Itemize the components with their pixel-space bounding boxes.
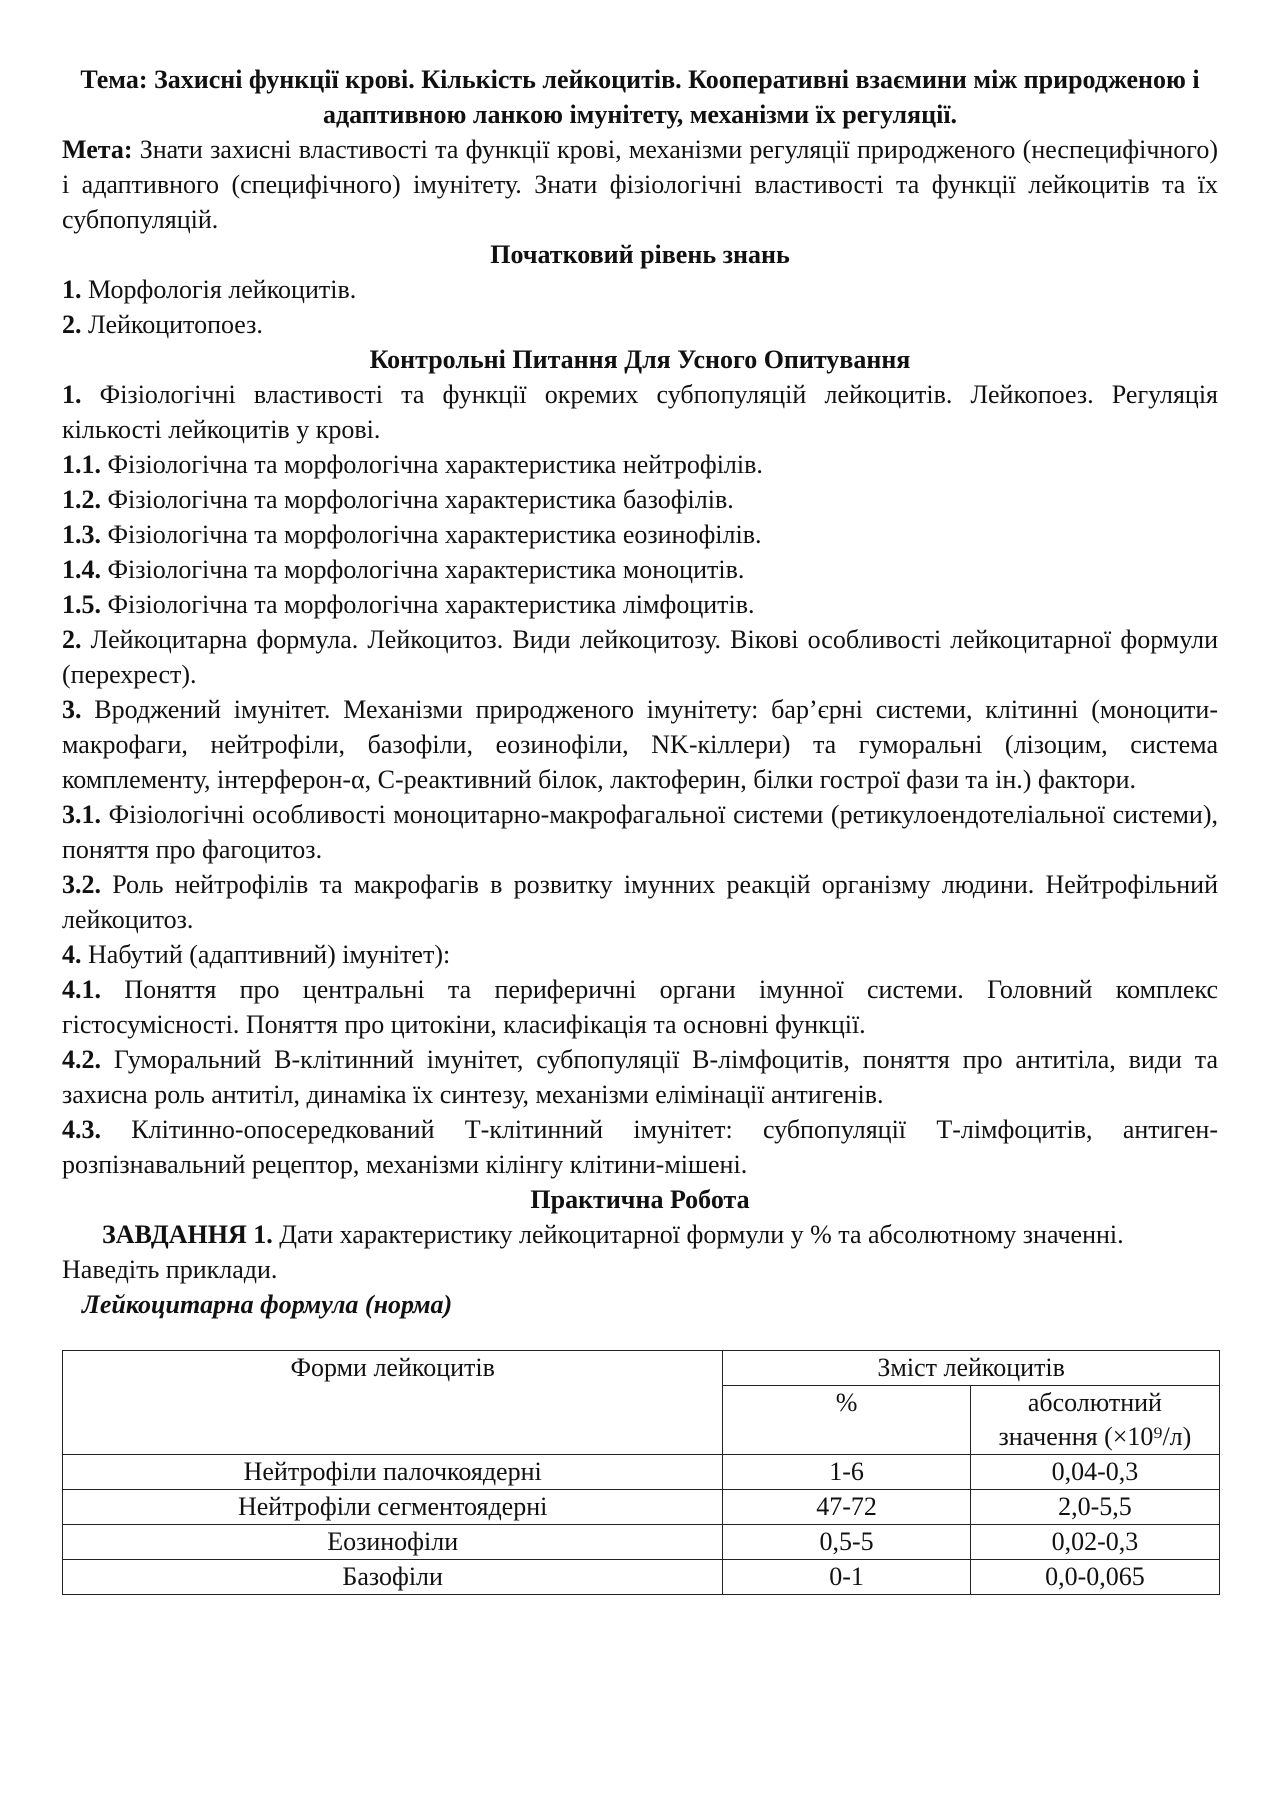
task-paragraph — [62, 1217, 1218, 1252]
question-item: 3.1. Фізіологічні особливості моноцитарно-макрофагальної системи (ретикулоендотеліальної системи), поняття про фагоцитоз. — [62, 800, 1218, 864]
goal-paragraph — [62, 132, 1218, 237]
question-item: 4. Набутий (адаптивний) імунітет): — [62, 940, 451, 969]
table-header-row — [63, 1351, 1220, 1386]
cell-form: Еозинофіли — [63, 1525, 723, 1560]
header-percent: % — [723, 1386, 970, 1455]
table-row — [63, 1560, 1220, 1595]
cell-percent: 0,5-5 — [723, 1525, 970, 1560]
question-item: 1.3. Фізіологічна та морфологічна характеристика еозинофілів. — [62, 520, 762, 549]
cell-percent: 0-1 — [723, 1560, 970, 1595]
table-row — [63, 1455, 1220, 1490]
list-item: 2. Лейкоцитопоез. — [62, 310, 263, 339]
cell-form: Базофіли — [63, 1560, 723, 1595]
question-item: 4.1. Поняття про центральні та периферичні органи імунної системи. Головний комплекс гістосумісності. Поняття про цитокіни, класифікація та основні функції. — [62, 975, 1218, 1039]
question-item: 1.2. Фізіологічна та морфологічна характеристика базофілів. — [62, 485, 734, 514]
cell-percent: 1-6 — [723, 1455, 970, 1490]
question-item: 1.1. Фізіологічна та морфологічна характеристика нейтрофілів. — [62, 450, 763, 479]
question-item: 1.4. Фізіологічна та морфологічна характеристика моноцитів. — [62, 555, 745, 584]
question-item: 2. Лейкоцитарна формула. Лейкоцитоз. Види лейкоцитозу. Вікові особливості лейкоцитарної формули (перехрест). — [62, 625, 1218, 689]
table-caption: Лейкоцитарна формула (норма) — [82, 1290, 453, 1319]
task-label: ЗАВДАННЯ 1. — [102, 1220, 273, 1249]
cell-absolute: 0,0-0,065 — [970, 1560, 1219, 1595]
examples-text: Наведіть приклади. — [62, 1255, 278, 1284]
question-item: 4.2. Гуморальний В-клітинний імунітет, субпопуляції В-лімфоцитів, поняття про антитіла, види та захисна роль антитіл, динаміка їх синтезу, механізми елімінації антигенів. — [62, 1045, 1218, 1109]
goal-text: Знати захисні властивості та функції крові, механізми регуляції природженого (неспецифічного) і адаптивного (специфічного) імунітету. Знати фізіологічні властивості та функції лейкоцитів та їх субпопуляцій. — [62, 135, 1218, 234]
page-title: Тема: Захисні функції крові. Кількість лейкоцитів. Кооперативні взаємини між природженою і адаптивною ланкою імунітету, механізми їх регуляції. — [80, 65, 1200, 129]
question-item: 4.3. Клітинно-опосередкований Т-клітинний імунітет: субпопуляції Т-лімфоцитів, антиген-розпізнавальний рецептор, механізми кілінгу клітини-мішені. — [62, 1115, 1218, 1179]
leukocyte-formula-table — [62, 1350, 1220, 1595]
header-forms: Форми лейкоцитів — [63, 1351, 723, 1455]
question-item: 1. Фізіологічні властивості та функції окремих субпопуляцій лейкоцитів. Лейкопоез. Регуляція кількості лейкоцитів у крові. — [62, 380, 1218, 444]
cell-form: Нейтрофіли сегментоядерні — [63, 1490, 723, 1525]
practical-heading: Практична Робота — [530, 1185, 750, 1214]
header-content: Зміст лейкоцитів — [723, 1351, 1220, 1386]
list-item: 1. Морфологія лейкоцитів. — [62, 275, 357, 304]
control-questions-heading: Контрольні Питання Для Усного Опитування — [369, 345, 911, 374]
question-item: 1.5. Фізіологічна та морфологічна характеристика лімфоцитів. — [62, 590, 755, 619]
cell-absolute: 0,04-0,3 — [970, 1455, 1219, 1490]
question-item: 3.2. Роль нейтрофілів та макрофагів в розвитку імунних реакцій організму людини. Нейтрофільний лейкоцитоз. — [62, 870, 1218, 934]
task-text: Дати характеристику лейкоцитарної формули у % та абсолютному значенні. — [272, 1220, 1124, 1249]
header-absolute: абсолютний значення (×10⁹/л) — [970, 1386, 1219, 1455]
goal-label: Мета: — [62, 135, 133, 164]
initial-level-heading: Початковий рівень знань — [490, 240, 790, 269]
cell-absolute: 0,02-0,3 — [970, 1525, 1219, 1560]
cell-form: Нейтрофіли палочкоядерні — [63, 1455, 723, 1490]
cell-percent: 47-72 — [723, 1490, 970, 1525]
cell-absolute: 2,0-5,5 — [970, 1490, 1219, 1525]
table-row — [63, 1490, 1220, 1525]
table-row — [63, 1525, 1220, 1560]
question-item: 3. Вроджений імунітет. Механізми природженого імунітету: бар’єрні системи, клітинні (моноцити-макрофаги, нейтрофіли, базофіли, еозинофіли, NK-кіллери) та гуморальні (лізоцим, система комплементу, інтерферон-α, С-реактивний білок, лактоферин, білки гострої фази та ін.) фактори. — [62, 695, 1218, 794]
